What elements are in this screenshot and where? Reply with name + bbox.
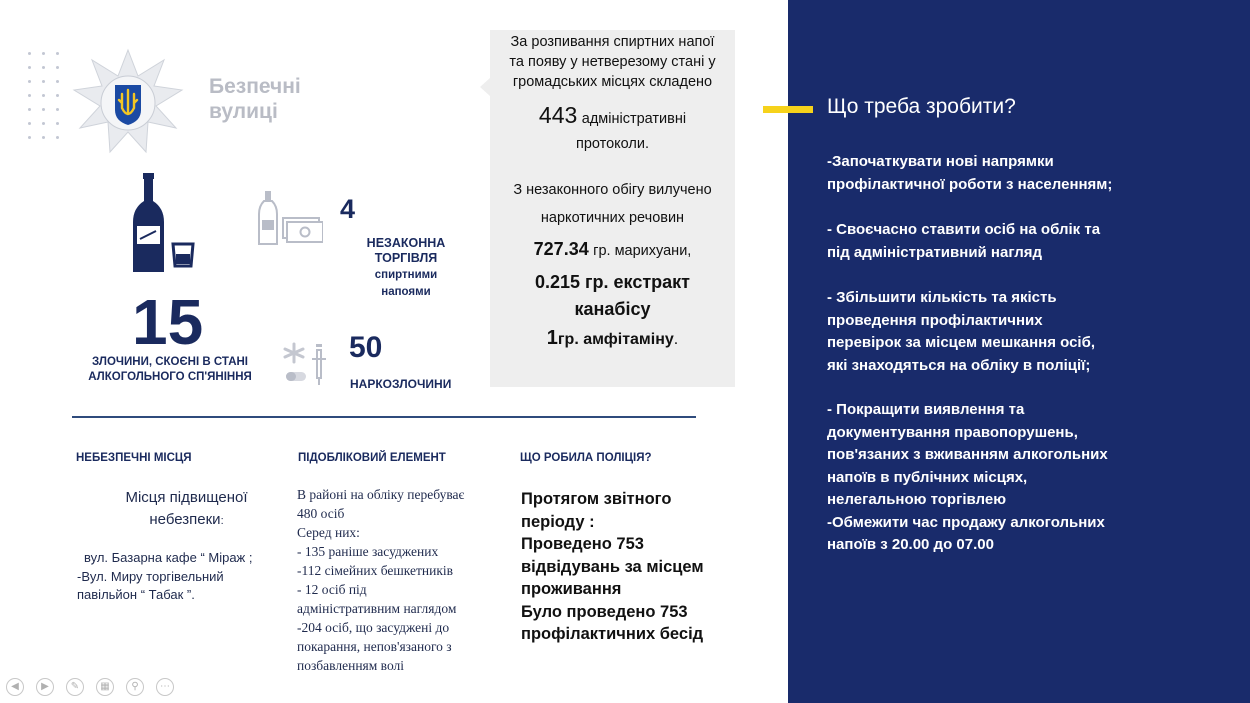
bottle-money-icon <box>257 190 323 246</box>
statistics-callout <box>490 30 735 387</box>
section-divider <box>72 416 696 418</box>
decoration-dot <box>56 136 59 139</box>
decoration-dot <box>28 52 31 55</box>
dangerous-subtitle-l2: небезпеки <box>149 511 221 528</box>
protocols-count: 443 <box>538 102 578 128</box>
marijuana-amount: 727.34 <box>533 239 589 259</box>
brand-title-line2: вулиці <box>209 100 278 123</box>
drug-crimes-label: НАРКОЗЛОЧИНИ <box>350 377 452 391</box>
dot-grid-decoration <box>28 52 68 152</box>
decoration-dot <box>56 80 59 83</box>
callout-pointer <box>480 78 490 96</box>
recommendation-item: - Своєчасно ставити осіб на облік та під адміністративний нагляд <box>827 221 1101 261</box>
police-actions-heading: ЩО РОБИЛА ПОЛІЦІЯ? <box>520 452 652 464</box>
decoration-dot <box>42 66 45 69</box>
drugs-syringe-icon <box>282 340 332 386</box>
cannabis-extract-line1: 0.215 гр. екстракт <box>535 272 690 292</box>
decoration-dot <box>56 52 59 55</box>
police-line: проживання <box>521 580 622 598</box>
dangerous-places-subtitle <box>84 487 289 532</box>
callout-line1: За розпивання спиртних напої <box>510 34 715 50</box>
decoration-dot <box>42 136 45 139</box>
dangerous-subtitle-l1: Місця підвищеної <box>125 489 248 506</box>
dangerous-place-2-l2: павільйон “ Табак ”. <box>77 587 195 602</box>
police-line: Протягом звітного <box>521 490 672 508</box>
drug-crimes-count: 50 <box>349 331 383 364</box>
registered-line: 480 осіб <box>297 506 345 521</box>
police-line: періоду : <box>521 512 595 531</box>
dangerous-subtitle-colon: : <box>220 515 224 527</box>
police-line: профілактичних бесід <box>521 625 704 643</box>
police-line: Було проведено 753 <box>521 602 688 621</box>
amphetamine-text: гр. амфітаміну <box>557 331 674 348</box>
pen-tool-icon[interactable]: ✎ <box>66 678 84 696</box>
police-line: відвідувань за місцем <box>521 557 704 576</box>
crimes-alcohol-count: 15 <box>132 286 204 358</box>
next-slide-icon[interactable]: ▶ <box>36 678 54 696</box>
police-actions-list <box>521 488 704 646</box>
bottle-glass-icon <box>130 172 196 276</box>
zoom-icon[interactable]: ⚲ <box>126 678 144 696</box>
illegal-trade-label-l4: напоями <box>381 286 431 298</box>
decoration-dot <box>28 136 31 139</box>
dangerous-places-heading: НЕБЕЗПЕЧНІ МІСЦЯ <box>76 452 192 464</box>
marijuana-text: гр. марихуани, <box>593 243 692 259</box>
crimes-alcohol-label-l2: АЛКОГОЛЬНОГО СП'ЯНІННЯ <box>88 371 252 383</box>
amphetamine-amount: 1 <box>546 327 558 349</box>
registered-line: -112 сімейних бешкетників <box>297 563 454 578</box>
decoration-dot <box>28 66 31 69</box>
callout-line3: громадських місцях складено <box>512 74 713 90</box>
dangerous-place-2-l1: -Вул. Миру торгівельний <box>77 569 224 584</box>
more-options-icon[interactable]: ⋯ <box>156 678 174 696</box>
dangerous-place-2 <box>77 568 224 604</box>
decoration-dot <box>42 94 45 97</box>
recommendations-title: Що треба зробити? <box>827 95 1016 118</box>
decoration-dot <box>42 80 45 83</box>
decoration-dot <box>42 122 45 125</box>
registered-line: - 12 осіб під <box>297 582 367 597</box>
crimes-alcohol-label <box>80 355 260 385</box>
registered-line: В районі на обліку перебуває <box>297 487 465 502</box>
police-line: Проведено 753 <box>521 535 644 553</box>
decoration-dot <box>56 66 59 69</box>
decoration-dot <box>42 108 45 111</box>
brand-title-line1: Безпечні <box>209 75 301 98</box>
illegal-trade-count: 4 <box>340 194 356 224</box>
illegal-trade-label-l2: ТОРГІВЛЯ <box>374 251 438 265</box>
registered-line: адміністративним наглядом <box>297 601 457 616</box>
amphetamine-dot: . <box>673 331 679 348</box>
protocols-text2: протоколи. <box>575 136 650 152</box>
cannabis-extract-line2: канабісу <box>574 299 651 319</box>
recommendation-item: - Покращити виявлення та документування правопорушень, пов'язаних з вживанням алкогольних напоїв в публічних місцях, нелегальною торгівлею -Обмежити час продажу алкогольних напоїв з 20.00 до 07.00 <box>827 401 1108 553</box>
decoration-dot <box>28 108 31 111</box>
decoration-dot <box>42 52 45 55</box>
registered-line: - 135 раніше засуджених <box>297 544 439 559</box>
registered-element-list <box>297 485 464 675</box>
registered-line: позбавленням волі <box>297 658 405 673</box>
illegal-trade-label <box>346 236 466 300</box>
recommendation-item: -Започаткувати нові напрямки профілактичної роботи з населенням; <box>827 153 1113 193</box>
decoration-dot <box>56 122 59 125</box>
crimes-alcohol-label-l1: ЗЛОЧИНИ, СКОЄНІ В СТАНІ <box>91 356 248 368</box>
recommendation-item: - Збільшити кількість та якість проведення профілактичних перевірок за місцем мешкання осіб, які знаходяться на обліку в поліції; <box>827 289 1096 374</box>
protocols-text1: адміністративні <box>581 111 687 127</box>
registered-element-heading: ПІДОБЛІКОВИЙ ЕЛЕМЕНТ <box>298 452 446 464</box>
registered-line: -204 осіб, що засуджені до <box>297 620 450 635</box>
brand-title <box>209 74 301 124</box>
illegal-trade-label-l1: НЕЗАКОННА <box>366 236 446 250</box>
decoration-dot <box>56 94 59 97</box>
accent-bar <box>763 106 813 113</box>
seized-line2: наркотичних речовин <box>540 210 685 226</box>
slides-overview-icon[interactable]: ▦ <box>96 678 114 696</box>
seized-line1: З незаконного обігу вилучено <box>513 182 712 198</box>
illegal-trade-label-l3: спиртними <box>374 269 438 281</box>
dangerous-place-1: вул. Базарна кафе “ Мiраж ; <box>84 550 253 565</box>
callout-line2: та появу у нетверезому стані у <box>509 54 716 70</box>
decoration-dot <box>56 108 59 111</box>
registered-line: Серед них: <box>297 525 360 540</box>
decoration-dot <box>28 94 31 97</box>
decoration-dot <box>28 80 31 83</box>
previous-slide-icon[interactable]: ◀ <box>6 678 24 696</box>
decoration-dot <box>28 122 31 125</box>
police-star-emblem-icon <box>72 48 184 158</box>
registered-line: покарання, непов'язаного з <box>297 639 452 654</box>
